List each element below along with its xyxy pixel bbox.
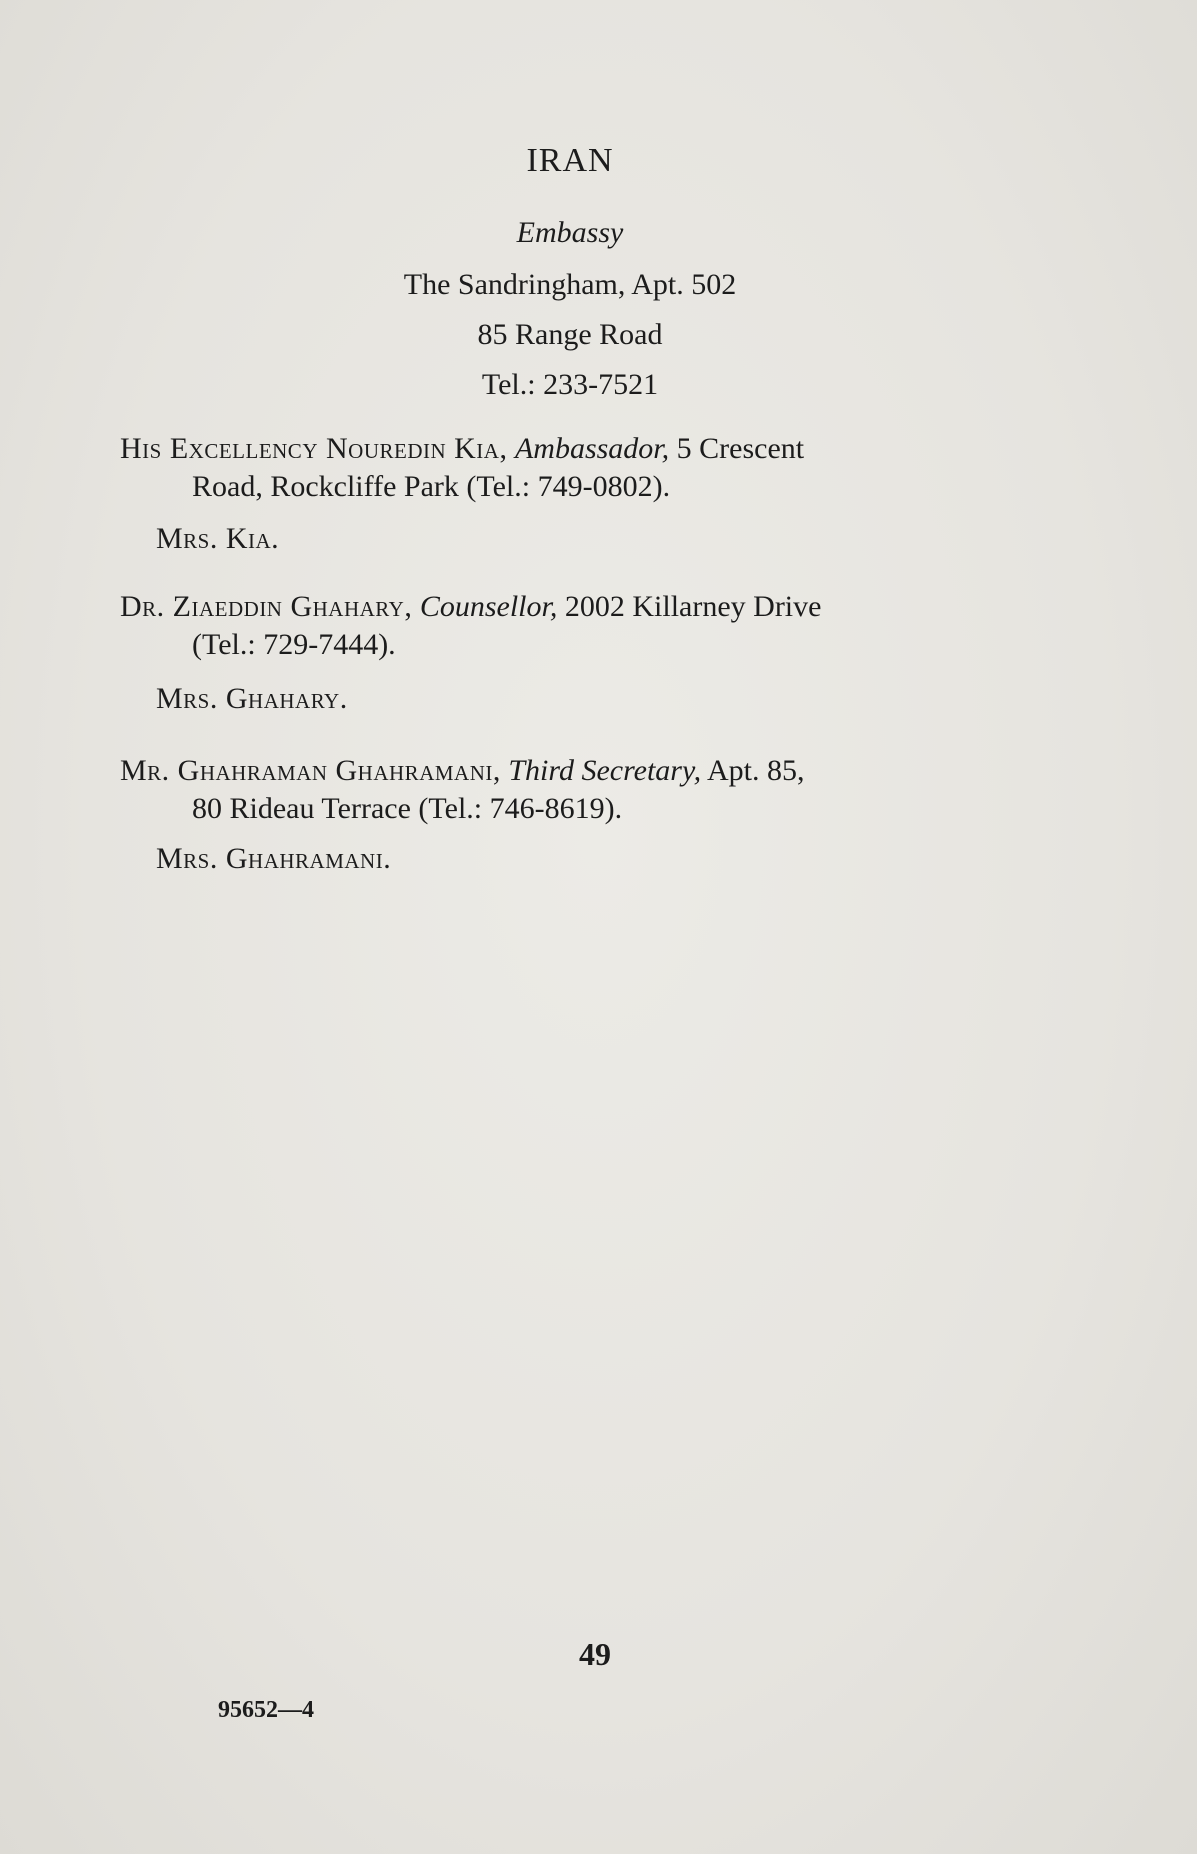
page-number: 49 xyxy=(579,1636,611,1672)
diplomat-entry xyxy=(120,752,1040,828)
embassy-telephone: Tel.: 233-7521 xyxy=(481,368,659,401)
country-heading: IRAN xyxy=(526,142,614,179)
diplomat-address-continued: Road, Rockcliffe Park (Tel.: 749-0802). xyxy=(192,470,671,503)
diplomat-name: Dr. Ziaeddin Ghahary, xyxy=(120,590,413,623)
diplomat-address: 2002 Killarney Drive xyxy=(564,590,822,623)
spouse-name: Mrs. Ghahramani. xyxy=(156,842,392,875)
spouse-name: Mrs. Kia. xyxy=(156,522,280,555)
diplomat-address: 5 Crescent xyxy=(676,432,805,465)
diplomat-address-continued: (Tel.: 729-7444). xyxy=(192,628,396,661)
diplomat-title: Counsellor, xyxy=(419,590,558,623)
spouse-name: Mrs. Ghahary. xyxy=(156,682,348,715)
diplomat-name: His Excellency Nouredin Kia, xyxy=(120,432,508,465)
diplomat-entry xyxy=(120,588,1040,664)
print-code: 95652—4 xyxy=(218,1697,314,1723)
mission-type-label: Embassy xyxy=(516,216,624,249)
diplomat-title: Third Secretary, xyxy=(508,754,702,787)
embassy-address-line-1: The Sandringham, Apt. 502 xyxy=(403,268,737,301)
diplomat-entry xyxy=(120,430,1040,506)
diplomat-address: Apt. 85, xyxy=(706,754,805,787)
diplomat-address-continued: 80 Rideau Terrace (Tel.: 746-8619). xyxy=(192,792,623,825)
diplomat-title: Ambassador, xyxy=(514,432,670,465)
embassy-address-line-2: 85 Range Road xyxy=(477,318,663,351)
diplomat-name: Mr. Ghahraman Ghahramani, xyxy=(120,754,501,787)
